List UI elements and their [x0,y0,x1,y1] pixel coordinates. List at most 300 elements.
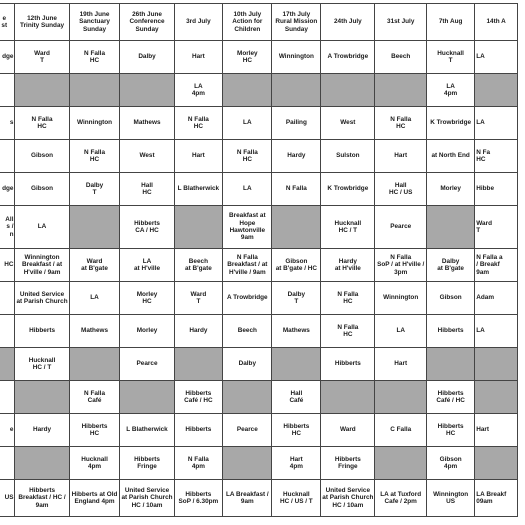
cell-text: Hall [290,389,303,397]
service-cell [426,41,474,74]
cell-text: HC [343,298,353,305]
cell-text: N Fa [476,148,491,156]
cell-text: US [4,494,14,502]
service-cell [475,107,518,140]
service-cell [69,315,120,348]
cell-text: L Blatherwick [126,426,168,434]
cell-text: CA / HC [135,227,159,234]
cell-text: HC [242,57,252,64]
service-cell [375,249,427,282]
cell-text: Hibberts [81,422,108,430]
cell-text: Hart [394,152,408,160]
cell-text: Hibberts [283,422,310,430]
service-cell [426,414,474,447]
service-cell [0,414,15,447]
column-header-text: Rural Mission [275,18,318,26]
cell-text: HC / T [32,364,52,371]
service-cell [475,249,518,282]
cell-text: LA [396,327,405,335]
column-header-text: Sunday [284,25,308,33]
service-cell [120,140,174,173]
column-header [272,4,321,41]
cell-text: LA [446,82,455,90]
service-cell [321,107,375,140]
cell-text: All [5,215,14,223]
table-row [0,41,518,74]
service-cell [426,173,474,206]
service-cell [174,41,223,74]
cell-text: 4pm [191,463,205,470]
table-row [0,249,518,282]
empty-shaded-cell [272,74,321,107]
cell-text: LA [194,82,203,90]
cell-text: HC [142,298,152,305]
empty-shaded-cell [426,348,474,381]
service-cell [69,173,120,206]
cell-text: HC [291,430,301,437]
cell-text: Café [289,397,304,404]
service-cell [321,282,375,315]
service-cell [321,206,375,249]
empty-shaded-cell [0,348,15,381]
service-cell [69,414,120,447]
service-cell [375,348,427,381]
cell-text: Ward [476,219,493,227]
cell-text: Hibberts [437,389,464,397]
cell-text: Sulston [336,152,360,160]
cell-text: HC / 10am [131,501,163,509]
cell-text: at Parish Church [121,494,173,502]
service-cell [0,107,15,140]
empty-shaded-cell [272,206,321,249]
cell-text: Cafe / 2pm [384,498,417,505]
header-row [0,4,518,41]
service-cell [174,74,223,107]
cell-text: Hibberts [334,360,361,368]
service-cell [426,249,474,282]
service-cell [15,206,69,249]
cell-text: / Breakf [476,261,500,269]
cell-text: Dalby [85,181,104,189]
empty-shaded-cell [15,447,69,480]
service-cell [15,107,69,140]
service-cell [120,282,174,315]
cell-text: Pearce [136,360,158,368]
cell-text: Gibson [31,185,54,193]
column-header [475,4,518,41]
cell-text: Dalby [238,360,257,368]
empty-shaded-cell [475,381,518,414]
table-row [0,74,518,107]
cell-text: Hart [289,455,303,463]
service-cell [174,249,223,282]
service-cell [120,447,174,480]
cell-text: N Falla [187,455,209,463]
service-cell [426,282,474,315]
column-header-text: 3rd July [186,18,211,26]
cell-text: Hibberts at Old [71,490,118,498]
empty-shaded-cell [174,348,223,381]
cell-text: T [476,227,481,234]
cell-text: s [9,119,14,127]
cell-text: Fringe [137,463,157,470]
table-row [0,381,518,414]
cell-text: s / [6,223,14,231]
cell-text: Beech [188,257,208,265]
cell-text: Morley [136,327,158,335]
cell-text: 4pm [444,463,458,470]
empty-shaded-cell [15,74,69,107]
table-row [0,206,518,249]
cell-text: Hibberts [185,389,212,397]
service-cell [120,41,174,74]
service-cell [475,315,518,348]
column-header-text: 10th July [233,10,262,18]
cell-text: K Trowbridge [430,119,472,127]
service-cell [15,249,69,282]
column-header-text: 12th June [27,14,57,22]
cell-text: LA [476,119,485,127]
cell-text: Dalby [287,290,306,298]
service-cell [426,315,474,348]
service-cell [272,315,321,348]
cell-text: 4pm [444,90,458,97]
cell-text: Hart [191,53,205,61]
cell-text: at Parish Church [322,494,374,502]
service-cell [69,381,120,414]
column-header [426,4,474,41]
cell-text: N Falla [337,290,359,298]
service-cell [15,414,69,447]
cell-text: 3pm [394,268,408,276]
cell-text: N Falla [390,115,412,123]
service-cell [15,41,69,74]
service-cell [223,140,272,173]
cell-text: LA [243,185,252,193]
cell-text: Café [87,397,102,404]
column-header-text: 31st July [387,18,415,26]
cell-text: Adam [476,294,495,302]
service-cell [0,140,15,173]
cell-text: Hibberts [437,327,464,335]
table-row [0,447,518,480]
column-header-text: Action for [232,18,263,26]
service-cell [223,315,272,348]
service-cell [321,348,375,381]
cell-text: N Falla [84,49,106,57]
cell-text: Ward [34,49,50,57]
column-header-text: Sanctuary [79,18,110,26]
cell-text: L Blatherwick [177,185,220,193]
cell-text: Dalby [441,257,460,265]
service-cell [272,249,321,282]
service-cell [321,41,375,74]
service-cell [375,282,427,315]
cell-text: 4pm [191,90,205,97]
service-cell [475,41,518,74]
cell-text: Winnington [278,53,314,61]
cell-text: n [9,230,14,238]
service-cell [0,74,15,107]
cell-text: K Trowbridge [327,185,369,193]
cell-text: LA [476,53,485,61]
cell-text: Hibberts [134,455,160,463]
column-header [321,4,375,41]
cell-text: N Falla [236,148,258,156]
cell-text: Morley [136,290,158,298]
cell-text: Hardy [338,257,357,265]
table-row [0,282,518,315]
service-cell [321,447,375,480]
service-cell [120,315,174,348]
cell-text: HC / US [388,189,413,196]
service-cell [120,348,174,381]
service-cell [120,173,174,206]
cell-text: HC [37,123,47,130]
cell-text: Breakfast / HC / [18,494,66,502]
cell-text: Breakfast / at [21,261,63,269]
cell-text: Pailing [285,119,307,127]
cell-text: 9am [35,501,49,509]
service-cell [426,447,474,480]
cell-text: N Falla [187,115,209,123]
cell-text: T [448,57,453,64]
empty-shaded-cell [321,381,375,414]
cell-text: HC [89,430,100,437]
cell-text: Hibberts [334,455,361,463]
service-cell [15,315,69,348]
service-cell [375,206,427,249]
empty-shaded-cell [475,348,518,381]
cell-text: 4pm [87,463,102,470]
cell-text: Breakfast / at [227,261,268,269]
cell-text: 9am [240,498,254,505]
service-cell [174,381,223,414]
service-cell [0,480,15,517]
column-header [223,4,272,41]
cell-text: T [294,298,299,305]
service-cell [375,140,427,173]
service-cell [426,381,474,414]
empty-shaded-cell [272,348,321,381]
cell-text: at North End [431,152,470,160]
service-cell [223,206,272,249]
cell-text: Beech [391,53,411,61]
cell-text: Hart [476,426,490,434]
service-cell [69,41,120,74]
column-header-text: Sunday [82,25,107,33]
service-cell [15,348,69,381]
service-cell [223,282,272,315]
cell-text: Gibson [439,294,462,302]
cell-text: Pearce [390,223,412,231]
cell-text: SoP / 6.30pm [178,498,219,505]
cell-text: A Trowbridge [327,53,369,61]
cell-text: T [92,189,97,196]
service-cell [223,41,272,74]
service-cell [0,41,15,74]
column-header-text: 19th June [79,10,110,18]
empty-shaded-cell [120,74,174,107]
cell-text: e [9,426,14,434]
cell-text: Hardy [32,426,52,434]
cell-text: Café / HC [436,397,465,404]
cell-text: Pearce [236,426,258,434]
service-cell [272,447,321,480]
cell-text: Hardy [287,152,306,160]
service-cell [272,107,321,140]
cell-text: Winnington [24,253,60,261]
cell-text: United Service [124,486,170,494]
cell-text: HC [446,430,456,437]
empty-shaded-cell [223,74,272,107]
column-header-text: 7th Aug [438,18,463,26]
cell-text: LA [476,327,485,335]
service-cell [120,107,174,140]
cell-text: LA [37,223,47,231]
cell-text: N Falla [285,185,307,193]
service-cell [272,282,321,315]
service-cell [0,381,15,414]
service-cell [69,480,120,517]
service-cell [69,249,120,282]
empty-shaded-cell [223,447,272,480]
cell-text: HC [89,156,100,163]
column-header-text: 26th June [132,10,162,18]
cell-text: LA [243,119,252,127]
cell-text: at Parish Church [16,298,68,305]
service-cell [174,282,223,315]
cell-text: Hall [394,181,407,189]
column-header-text: 17th July [282,10,311,18]
column-header-text: st [1,22,8,29]
cell-text: Gibson [285,257,308,265]
cell-text: Hawtonville [229,227,266,234]
empty-shaded-cell [120,381,174,414]
cell-text: N Falla a [476,253,503,261]
empty-shaded-cell [69,74,120,107]
cell-text: Dalby [138,53,156,61]
service-cell [223,480,272,517]
cell-text: HC [242,156,252,163]
service-cell [223,249,272,282]
service-cell [375,173,427,206]
service-cell [223,348,272,381]
cell-text: LA at Tuxford [380,490,422,498]
empty-shaded-cell [69,348,120,381]
service-cell [426,140,474,173]
cell-text: dge [2,53,14,61]
cell-text: Winnington [383,294,419,302]
service-cell [272,41,321,74]
column-header-text: Sunday [135,25,159,33]
service-cell [375,480,427,517]
cell-text: Hucknall [28,356,56,364]
column-header [174,4,223,41]
cell-text: Mathews [282,327,310,335]
service-cell [174,414,223,447]
service-cell [69,447,120,480]
cell-text: N Falla [337,323,359,331]
cell-text: H'ville / 9am [23,268,61,276]
cell-text: Café / HC [184,397,213,404]
service-cell [174,107,223,140]
cell-text: Hucknall [437,49,464,57]
service-cell [272,480,321,517]
service-cell [0,173,15,206]
table-row [0,315,518,348]
cell-text: Winnington [76,119,113,127]
service-cell [321,480,375,517]
service-cell [69,107,120,140]
table-row [0,480,518,517]
service-cell [0,249,15,282]
service-cell [120,249,174,282]
service-cell [0,315,15,348]
cell-text: Ward [339,426,356,434]
cell-text: at B'gate [185,265,212,272]
cell-text: Hibberts [437,422,464,430]
cell-text: Hucknall [81,455,108,463]
cell-text: Beech [237,327,257,335]
cell-text: Mathews [133,119,161,127]
cell-text: Hibberts [29,486,55,494]
service-cell [69,282,120,315]
service-cell [120,206,174,249]
service-cell [272,140,321,173]
cell-text: Hucknall [283,490,310,498]
service-cell [272,173,321,206]
cell-text: C Falla [390,426,412,434]
cell-text: Morley [237,49,258,57]
service-cell [272,381,321,414]
empty-shaded-cell [69,206,120,249]
column-header [0,4,15,41]
service-cell [426,74,474,107]
service-cell [375,107,427,140]
cell-text: Hibbe [476,185,495,193]
column-header-text: 14th A [486,18,506,26]
service-cell [15,173,69,206]
cell-text: N Falla [84,148,106,156]
empty-shaded-cell [475,447,518,480]
empty-shaded-cell [15,381,69,414]
service-cell [321,140,375,173]
cell-text: 4pm [289,463,303,470]
cell-text: Hibberts [134,219,160,227]
cell-text: at B'gate / HC [275,265,318,272]
cell-text: LA Breakf [476,490,507,498]
cell-text: T [196,298,201,305]
empty-shaded-cell [321,74,375,107]
empty-shaded-cell [223,381,272,414]
cell-text: at B'gate [81,265,108,272]
service-cell [223,414,272,447]
cell-text: Fringe [338,463,358,470]
cell-text: West [340,119,356,127]
service-cell [0,282,15,315]
column-header [15,4,69,41]
table-row [0,348,518,381]
cell-text: Winnington [433,490,469,498]
cell-text: at H'ville [334,265,361,272]
cell-text: dge [2,185,14,193]
service-cell [69,140,120,173]
service-cell [321,414,375,447]
service-cell [426,107,474,140]
service-cell [120,414,174,447]
service-cell [174,447,223,480]
